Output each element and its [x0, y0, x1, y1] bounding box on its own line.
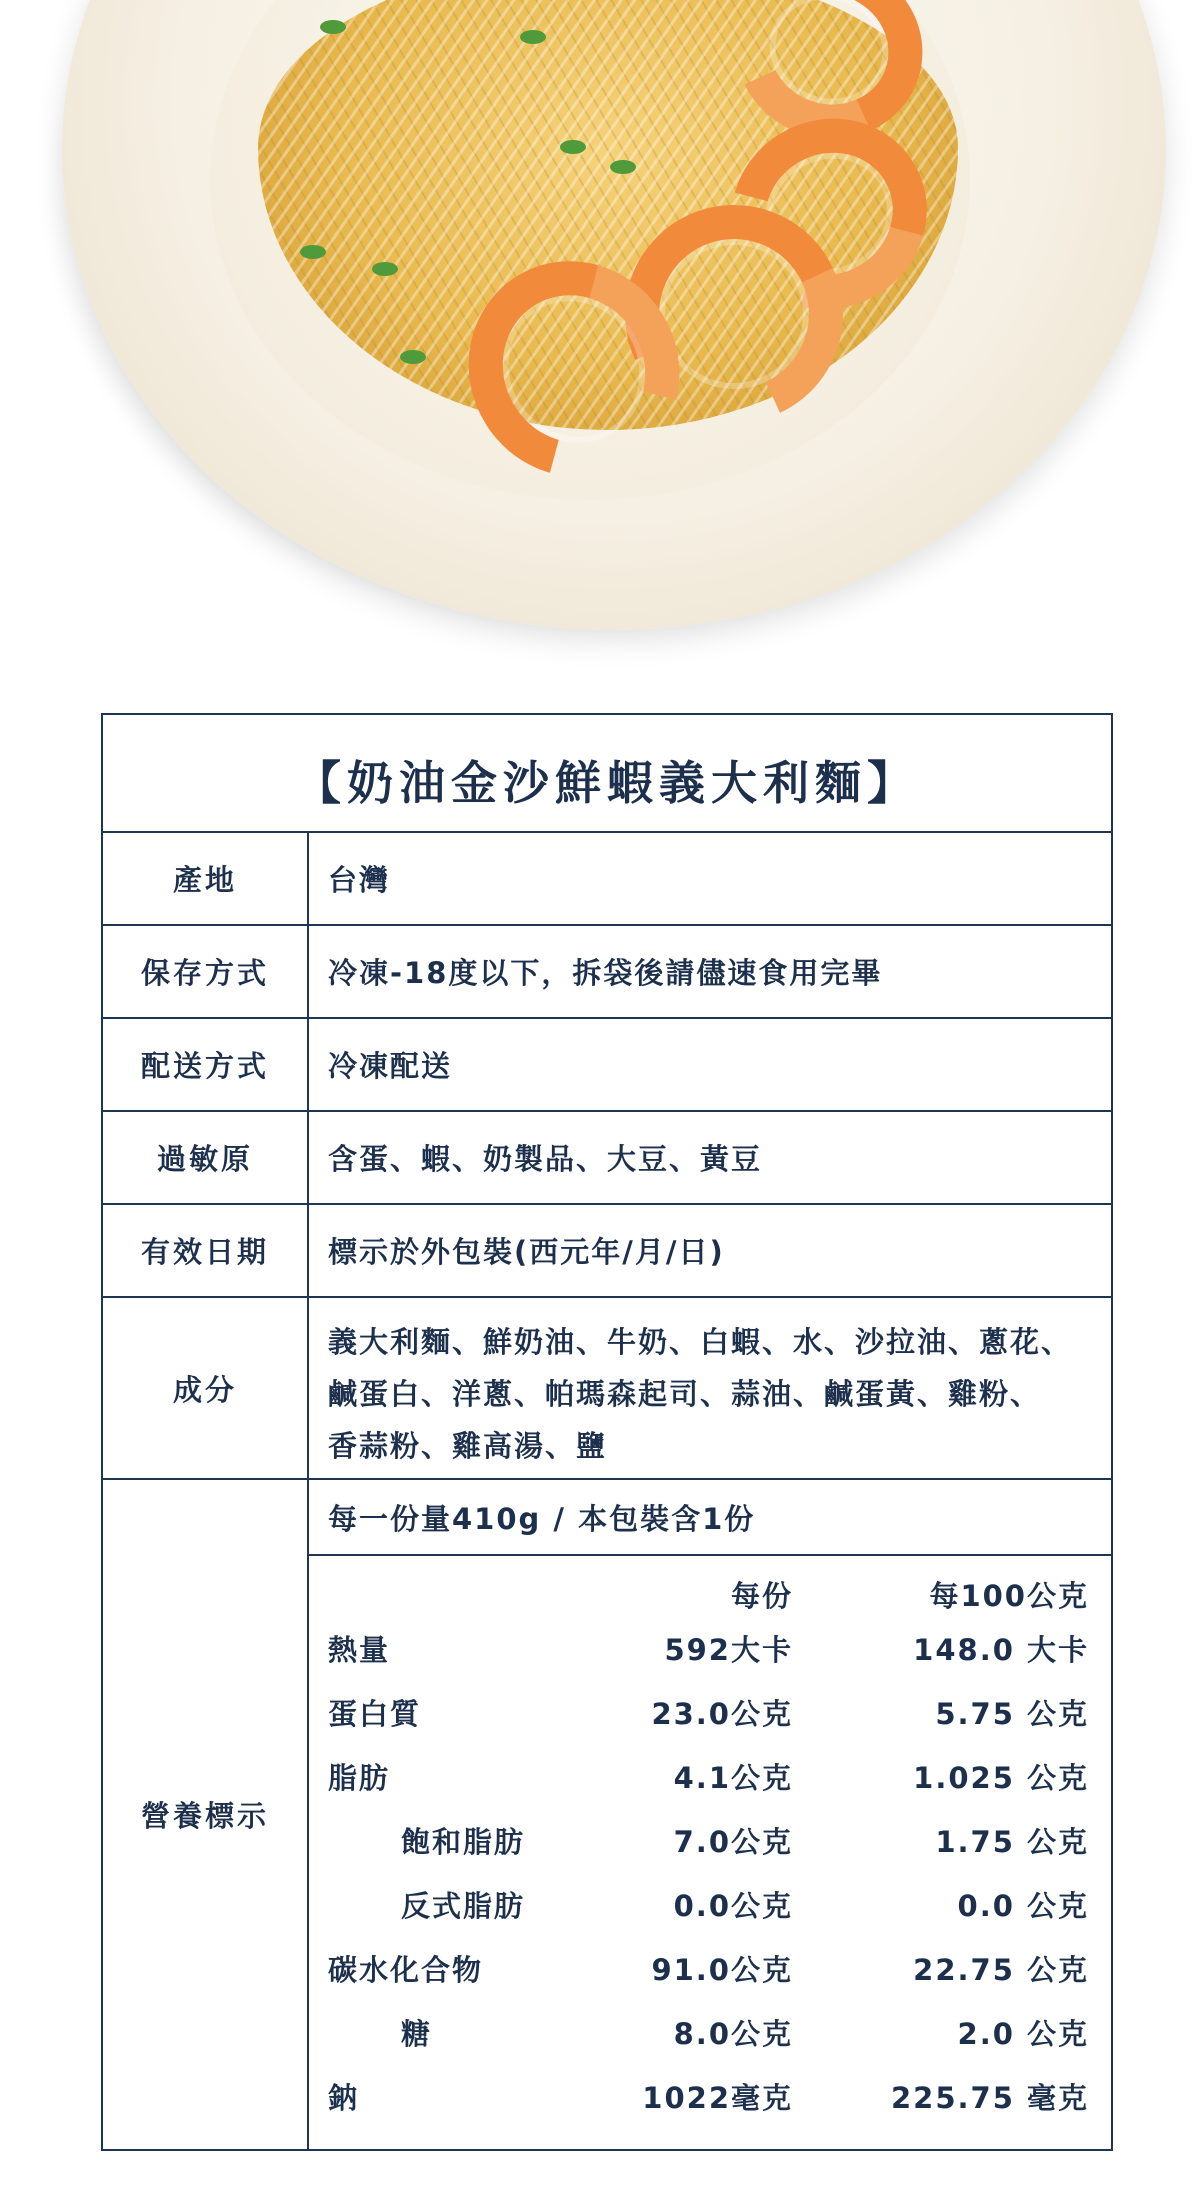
nutrient-name: 鈉: [328, 2081, 360, 2115]
green-onion: [300, 245, 326, 259]
per-serving-value: 0.0公克: [673, 1889, 793, 1923]
ingredients-line: 香蒜粉、雞高湯、鹽: [328, 1429, 608, 1463]
nutrition-row: [309, 2064, 1111, 2128]
row-value: 含蛋、蝦、奶製品、大豆、黃豆: [328, 1142, 763, 1176]
row-value: 冷凍-18度以下，拆袋後請儘速食用完畢: [328, 956, 883, 990]
per-100g-value: 22.75 公克: [913, 1953, 1089, 1987]
ingredients-line: 鹹蛋白、洋蔥、帕瑪森起司、蒜油、鹹蛋黃、雞粉、: [328, 1377, 1042, 1411]
info-row-expiry: [103, 1205, 1111, 1298]
row-value: 標示於外包裝(西元年/月/日): [328, 1235, 725, 1269]
nutrition-row: [309, 1680, 1111, 1744]
info-row-allergens: [103, 1112, 1111, 1205]
info-row-storage: [103, 926, 1111, 1019]
green-onion: [320, 20, 346, 34]
nutrition-row: [309, 1936, 1111, 2000]
ingredients-line: 義大利麵、鮮奶油、牛奶、白蝦、水、沙拉油、蔥花、: [328, 1325, 1073, 1359]
per-serving-value: 7.0公克: [673, 1825, 793, 1859]
nutrition-row: [309, 2000, 1111, 2064]
product-photo: [0, 0, 1200, 650]
nutrient-name: 飽和脂肪: [401, 1825, 526, 1859]
per-100g-value: 1.025 公克: [913, 1761, 1089, 1795]
row-value: 台灣: [328, 863, 391, 897]
nutrient-name: 糖: [401, 2017, 433, 2051]
per-serving-value: 4.1公克: [673, 1761, 793, 1795]
green-onion: [400, 350, 426, 364]
nutrient-name: 碳水化合物: [328, 1953, 484, 1987]
info-row-delivery: [103, 1019, 1111, 1112]
row-label: 配送方式: [103, 1019, 309, 1110]
nutrition-row: [309, 1616, 1111, 1680]
nutrition-row: [309, 1808, 1111, 1872]
per-100g-value: 5.75 公克: [935, 1697, 1089, 1731]
per-100g-value: 225.75 毫克: [890, 2081, 1089, 2115]
serving-size: 每一份量410g / 本包裝含1份: [309, 1480, 1111, 1556]
product-info-table: [101, 713, 1113, 2151]
row-label: 保存方式: [103, 926, 309, 1017]
row-label: 成分: [103, 1298, 309, 1478]
nutrient-name: 脂肪: [328, 1761, 391, 1795]
nutrition-row: [309, 1872, 1111, 1936]
row-label: 過敏原: [103, 1112, 309, 1203]
green-onion: [372, 262, 398, 276]
row-value: 冷凍配送: [328, 1049, 453, 1083]
row-label: 有效日期: [103, 1205, 309, 1296]
per-serving-value: 23.0公克: [651, 1697, 793, 1731]
per-serving-value: 592大卡: [664, 1633, 793, 1667]
title-row: [103, 715, 1111, 833]
row-label: 產地: [103, 833, 309, 924]
nutrition-label: 營養標示: [103, 1480, 309, 2149]
per-100g-value: 2.0 公克: [957, 2017, 1089, 2051]
nutrient-name: 蛋白質: [328, 1697, 422, 1731]
green-onion: [560, 140, 586, 154]
green-onion: [610, 160, 636, 174]
nutrient-name: 熱量: [328, 1633, 391, 1667]
ingredients-value: [328, 1298, 1091, 1478]
per-100g-header: 每100公克: [929, 1579, 1089, 1613]
nutrition-row: [309, 1744, 1111, 1808]
per-100g-value: 148.0 大卡: [913, 1633, 1089, 1667]
per-serving-value: 1022毫克: [642, 2081, 793, 2115]
per-100g-value: 1.75 公克: [935, 1825, 1089, 1859]
nutrition-header: [309, 1556, 1111, 1616]
per-serving-value: 91.0公克: [651, 1953, 793, 1987]
per-serving-value: 8.0公克: [673, 2017, 793, 2051]
info-row-ingredients: [103, 1298, 1111, 1480]
per-serving-header: 每份: [730, 1579, 793, 1613]
info-row-origin: [103, 833, 1111, 926]
nutrition-section: [103, 1480, 1111, 2149]
nutrient-name: 反式脂肪: [401, 1889, 526, 1923]
green-onion: [520, 30, 546, 44]
product-title: 【奶油金沙鮮蝦義大利麵】: [295, 756, 919, 810]
per-100g-value: 0.0 公克: [957, 1889, 1089, 1923]
